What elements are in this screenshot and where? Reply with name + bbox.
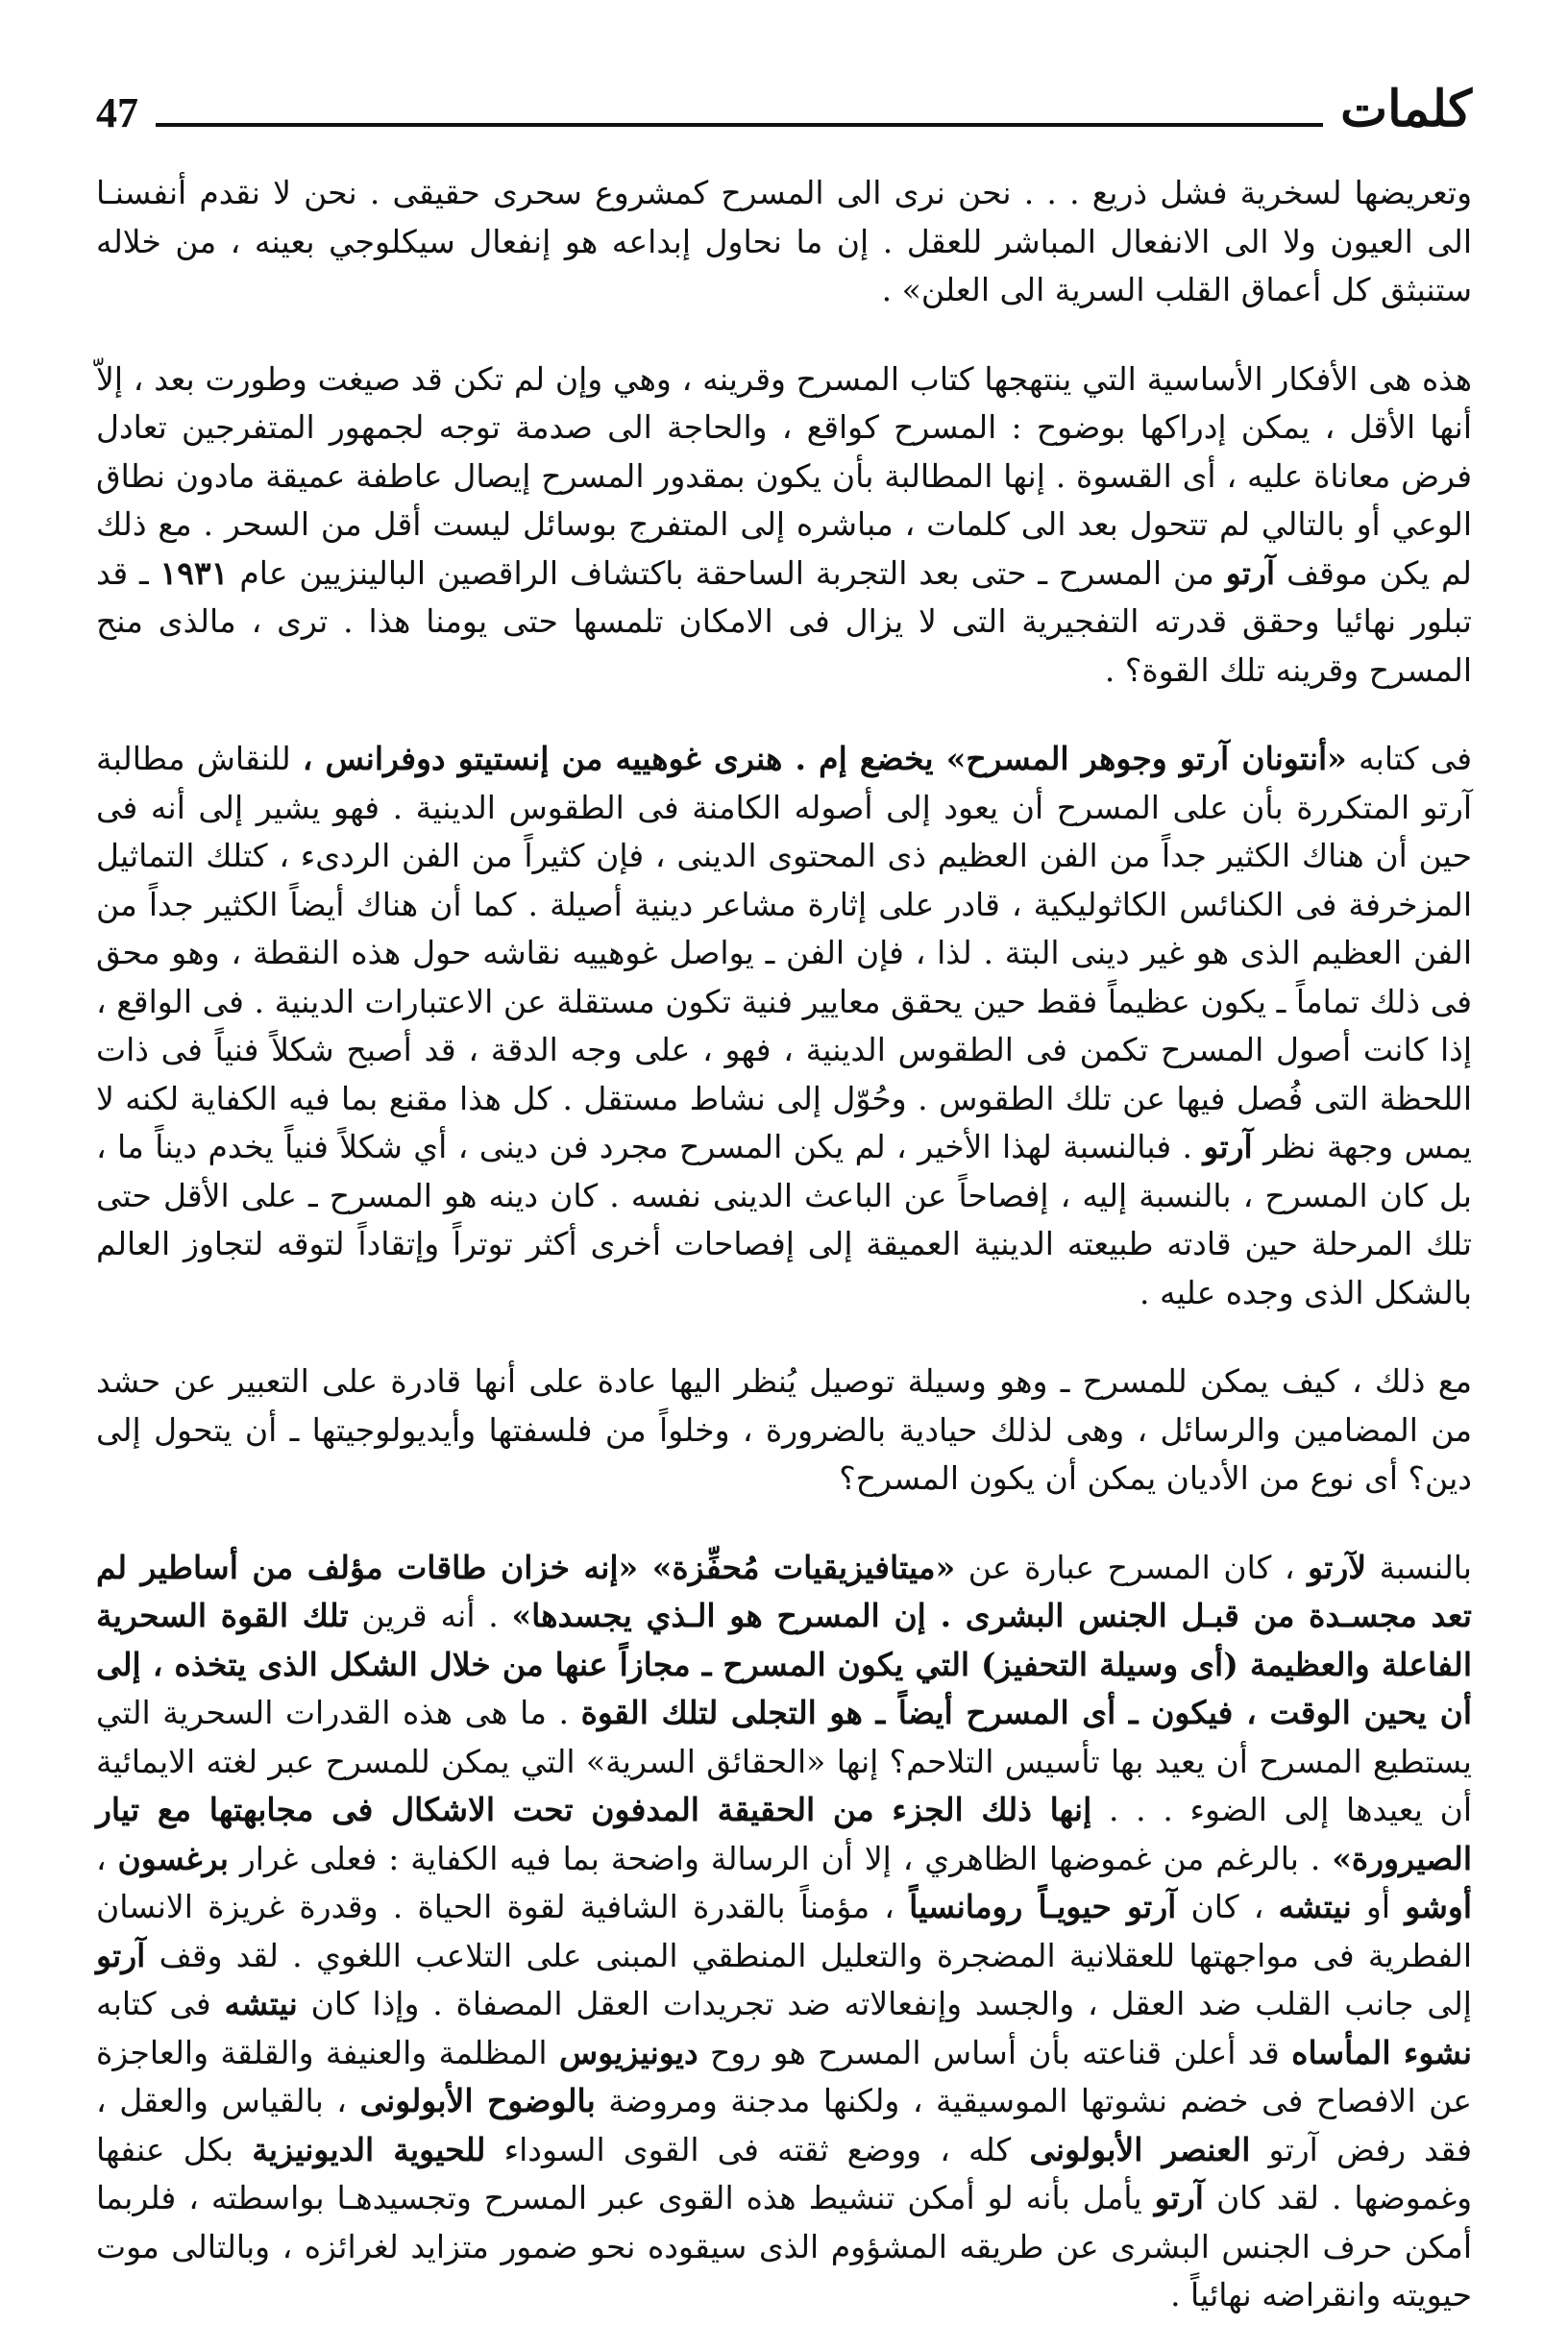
- text-run: فى كتابه: [96, 1985, 225, 2022]
- bold-text-run: آرتو: [96, 1936, 146, 1974]
- text-run: ، كان المسرح عبارة عن: [955, 1548, 1309, 1586]
- text-run: ، كان: [1176, 1888, 1279, 1925]
- text-run: مع ذلك ، كيف يمكن للمسرح ـ وهو وسيلة توصيل يُنظر اليها عادة على أنها قادرة على التعبير عن حشد من المضامين والرسائل ، وهى لذلك حيادية بالضرورة ، وخلواً من فلسفتها وأيديولوجيتها ـ أن يتحول إلى دين؟ أى نوع من الأديان يمكن أن يكون المسرح؟: [96, 1362, 1472, 1497]
- text-run: . فبالنسبة لهذا الأخير ، لم يكن المسرح مجرد فن دينى ، أي شكلاً فنياً يخدم ديناً ما ، بل كان المسرح ، بالنسبة إليه ، إفصاحاً عن الباعث الدينى نفسه . كان دينه هو المسرح ـ على الأقل حتى تلك المرحلة حين قادته طبيعته الدينية العميقة إلى إفصاحات أخرى أكثر توتراً وإتقاداً لتوقه لتجاوز العالم بالشكل الذى وجده عليه .: [96, 1128, 1472, 1311]
- text-run: ، مؤمناً بالقدرة الشافية لقوة الحياة . وقدرة غريزة الانسان الفطرية فى مواجهتها للعقلانية المضجرة والتعليل المنطقي المبنى على التلاعب اللغوي . لقد وقف: [96, 1888, 1472, 1974]
- text-run: المظلمة والعنيفة والقلقة والعاجزة عن الافصاح فى خضم نشوتها الموسيقية ، ولكنها مدجنة ومروضة: [96, 2033, 1472, 2119]
- bold-text-run: العنصر الأبولونى: [1029, 2130, 1251, 2168]
- text-run: بكل عنفها وغموضها . لقد كان: [96, 2130, 1473, 2216]
- bold-text-run: «ميتافيزيقيات مُحفِّزة» «إنه خزان طاقات مؤلف من أساطير لم تعد مجسـدة من قبـل الجنس البشرى . إن المسرح هو الـذي يجسدها»: [96, 1548, 1472, 1634]
- paragraph-4: [96, 1358, 1472, 1504]
- bold-text-run: آرتو: [1154, 2179, 1204, 2216]
- text-run: فى كتابه: [1346, 740, 1472, 777]
- bold-text-run: ديونيزيوس: [558, 2033, 698, 2071]
- page-number: 47: [96, 89, 138, 136]
- text-run: هذه هى الأفكار الأساسية التي ينتهجها كتاب المسرح وقرينه ، وهي وإن لم تكن قد صيغت وطورت بعد ، إلاّ أنها الأقل ، يمكن إدراكها بوضوح : المسرح كواقع ، والحاجة الى صدمة توجه لجمهور المتفرجين تعادل فرض معاناة عليه ، أى القسوة . إنها المطالبة بأن يكون بمقدور المسرح إيصال عاطفة عميقة مادون نطاق الوعي أو بالتالي لم تتحول بعد الى كلمات ، مباشره إلى المتفرج بوسائل ليست أقل من السحر . مع ذلك لم يكن موقف: [96, 359, 1472, 592]
- bold-text-run: إنها ذلك الجزء من الحقيقة المدفون تحت الاشكال فى مجابهتها مع تيار الصيرورة»: [96, 1791, 1473, 1877]
- text-run: . أنه قرين: [348, 1597, 512, 1634]
- paragraph-1: [96, 169, 1472, 315]
- text-run: ـ قد تبلور نهائيا وحقق قدرته التفجيرية التى لا يزال فى الامكان تلمسها حتى يومنا هذا . ترى ، مالذى منح المسرح وقرينه تلك القوة؟ .: [96, 553, 1472, 689]
- text-run: من المسرح ـ حتى بعد التجربة الساحقة باكتشاف الراقصين البالينزيين عام: [228, 553, 1226, 592]
- paragraph-3: [96, 735, 1472, 1317]
- bold-text-run: نيتشه: [1278, 1888, 1352, 1925]
- text-run: قد أعلن قناعته بأن أساس المسرح هو روح: [698, 2033, 1292, 2071]
- text-run: ، بالقياس والعقل ، فقد رفض آرتو: [96, 2082, 1472, 2168]
- bold-text-run: نيتشه: [224, 1985, 298, 2022]
- text-run: بالنسبة: [1366, 1548, 1472, 1586]
- text-run: أو: [1351, 1888, 1406, 1925]
- paragraph-5: [96, 1544, 1472, 2320]
- bold-text-run: نشوء المأساه: [1291, 2033, 1473, 2071]
- bold-text-run: للحيوية الديونيزية: [252, 2130, 486, 2168]
- bold-text-run: يخضع إم . هنرى غوهييه من إنستيتو دوفرانس ،: [302, 740, 946, 777]
- text-run: ،: [96, 1839, 118, 1877]
- text-run: يأمل بأنه لو أمكن تنشيط هذه القوى عبر المسرح وتجسيدهـا بواسطته ، فلربما أمكن حرف الجنس البشرى عن طريقه المشؤوم الذى سيقوده نحو ضمور متزايد لغرائزه ، وبالتالى موت حيويته وانقراضه نهائياً .: [96, 2179, 1472, 2313]
- bold-text-run: آرتو: [1225, 553, 1276, 592]
- text-run: إلى جانب القلب ضد العقل ، والجسد وإنفعالاته ضد تجريدات العقل المصفاة . وإذا كان: [297, 1985, 1472, 2022]
- bold-text-run: آرتو: [1203, 1128, 1253, 1165]
- header-rule: [156, 123, 1323, 127]
- running-header: [96, 48, 1472, 138]
- bold-text-run: آرتو حيويـاً رومانسياً: [909, 1888, 1177, 1925]
- bold-text-run: ١٩٣١: [159, 553, 229, 592]
- text-run: . بالرغم من غموضها الظاهري ، إلا أن الرسالة واضحة بما فيه الكفاية : فعلى غرار: [228, 1839, 1333, 1877]
- text-run: . ما هى هذه القدرات السحرية التي يستطيع المسرح أن يعيد بها تأسيس التلاحم؟ إنها «الحقائق السرية» التي يمكن للمسرح عبر لغته الايمائية أن يعيدها إلى الضوء . . .: [96, 1694, 1472, 1828]
- bold-text-run: برغسون: [117, 1839, 229, 1877]
- bold-text-run: أوشو: [1405, 1888, 1472, 1925]
- text-run: كله ، ووضع ثقته فى القوى السوداء: [485, 2130, 1030, 2168]
- header-title: كلمات: [1340, 80, 1472, 138]
- bold-text-run: بالوضوح الأبولونى: [359, 2082, 596, 2119]
- text-run: للنقاش مطالبة آرتو المتكررة بأن على المسرح أن يعود إلى أصوله الكامنة فى الطقوس الدينية . فهو يشير إلى أنه فى حين أن هناك الكثير جداً من الفن العظيم ذى المحتوى الدينى ، فإن كثيراً من الفن الردىء ، كتلك التماثيل المزخرفة فى الكنائس الكاثوليكية ، قادر على إثارة مشاعر دينية أصيلة . كما أن هناك أيضاً الكثير جداً من الفن العظيم الذى هو غير دينى البتة . لذا ، فإن الفن ـ يواصل غوهييه نقاشه حول هذه النقطة ، وهو محق فى ذلك تماماً ـ يكون عظيماً فقط حين يحقق معايير فنية تكون مستقلة عن الاعتبارات الدينية . فى الواقع ، إذا كانت أصول المسرح تكمن فى الطقوس الدينية ، فهو ، على وجه الدقة ، قد أصبح شكلاً فنياً فى ذات اللحظة التى فُصل فيها عن تلك الطقوس . وحُوّل إلى نشاط مستقل . كل هذا مقنع بما فيه الكفاية لكنه لا يمس وجهة نظر: [96, 740, 1472, 1165]
- bold-text-run: «أنتونان آرتو وجوهر المسرح»: [945, 740, 1347, 777]
- text-run: وتعريضها لسخرية فشل ذريع . . . نحن نرى الى المسرح كمشروع سحرى حقيقى . نحن لا نقدم أنفسنـا الى العيون ولا الى الانفعال المباشر للعقل . إن ما نحاول إبداعه هو إنفعال سيكلوجي بعينه ، من خلاله ستنبثق كل أعماق القلب السرية الى العلن» .: [96, 174, 1472, 308]
- body-text: [96, 169, 1472, 2320]
- bold-text-run: تلك القوة السحرية الفاعلة والعظيمة (أى وسيلة التحفيز) التي يكون المسرح ـ مجازاً عنها من خلال الشكل الذى يتخذه ، إلى أن يحين الوقت ، فيكون ـ أى المسرح أيضاً ـ هو التجلى لتلك القوة: [96, 1597, 1472, 1731]
- bold-text-run: لآرتو: [1308, 1548, 1367, 1586]
- paragraph-2: [96, 355, 1472, 696]
